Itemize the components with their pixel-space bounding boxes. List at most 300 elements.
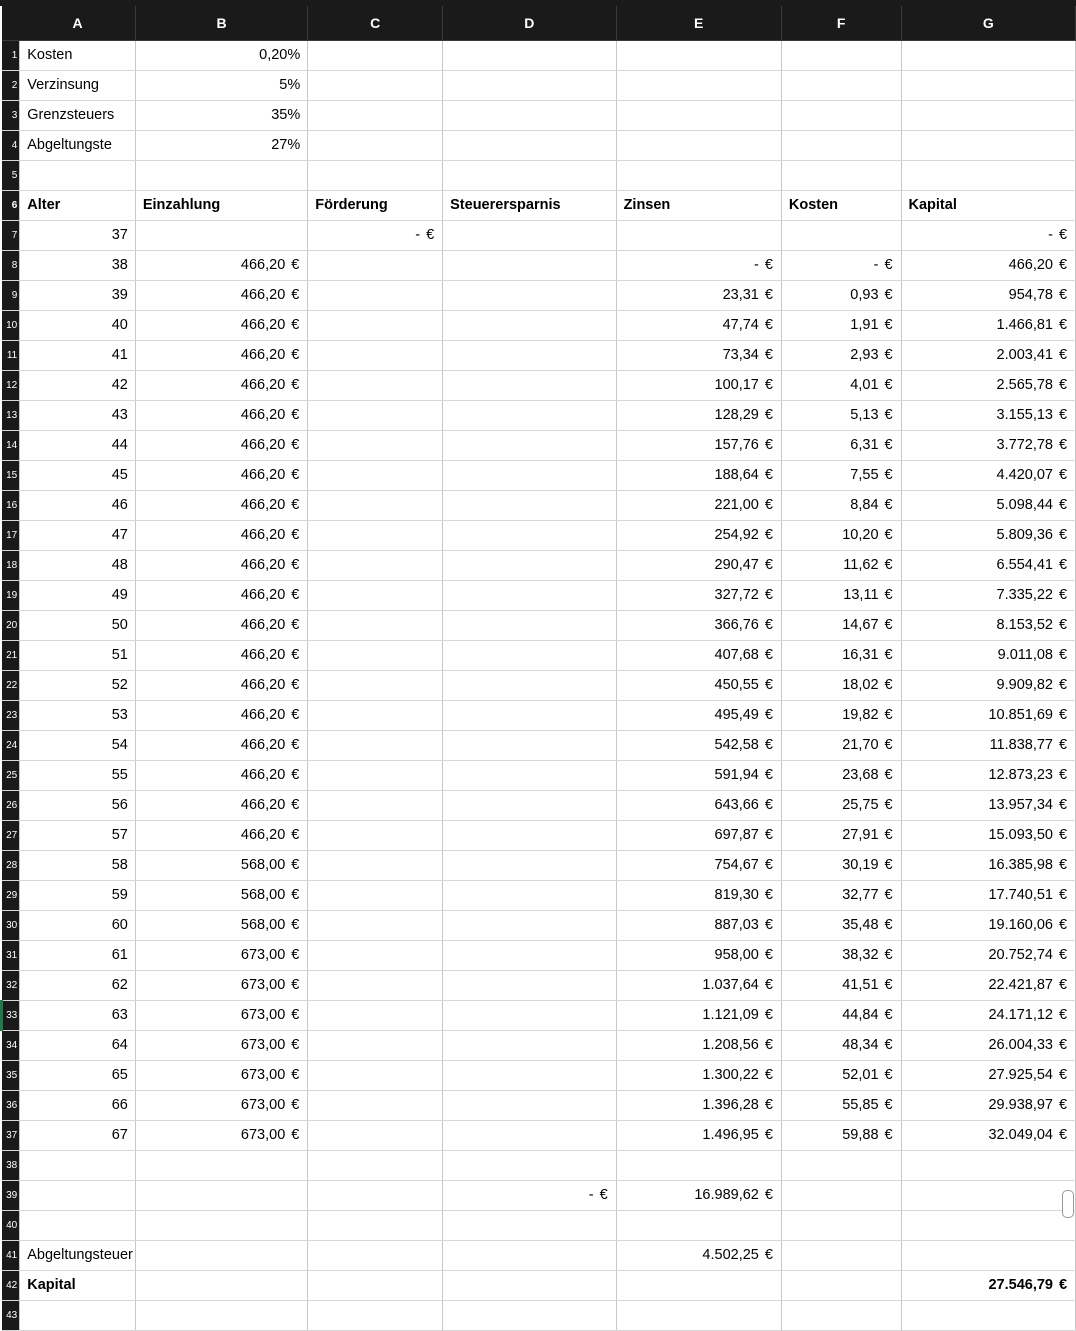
sheet-cell-b[interactable] [135, 1270, 307, 1300]
row-header[interactable]: 33 [2, 1000, 20, 1030]
sheet-cell-empty[interactable] [616, 1210, 781, 1240]
column-title-6[interactable] [901, 190, 1075, 220]
cell-kapital[interactable] [901, 790, 1075, 820]
sheet-cell-empty[interactable] [443, 1150, 616, 1180]
sheet-cell-f[interactable] [781, 100, 901, 130]
cell-alter[interactable] [20, 940, 136, 970]
row-header[interactable]: 23 [2, 700, 20, 730]
row-header[interactable]: 15 [2, 460, 20, 490]
cell-kapital[interactable] [901, 910, 1075, 940]
sheet-cell-empty[interactable] [901, 1210, 1075, 1240]
cell-kosten[interactable] [781, 670, 901, 700]
cell-einzahlung[interactable] [135, 850, 307, 880]
cell-alter[interactable] [20, 1030, 136, 1060]
cell-kapital[interactable] [901, 850, 1075, 880]
cell-alter[interactable] [20, 280, 136, 310]
cell-foerderung[interactable] [308, 1030, 443, 1060]
cell-foerderung[interactable] [308, 760, 443, 790]
cell-einzahlung[interactable] [135, 460, 307, 490]
cell-foerderung[interactable] [308, 340, 443, 370]
cell-zinsen[interactable] [616, 460, 781, 490]
cell-kapital[interactable] [901, 340, 1075, 370]
row-header[interactable]: 5 [2, 160, 20, 190]
sheet-cell-c[interactable] [308, 100, 443, 130]
cell-zinsen[interactable] [616, 910, 781, 940]
cell-foerderung[interactable] [308, 910, 443, 940]
cell-kosten[interactable] [781, 310, 901, 340]
cell-kosten[interactable] [781, 1000, 901, 1030]
row-header[interactable]: 6 [2, 190, 20, 220]
row-header[interactable]: 38 [2, 1150, 20, 1180]
cell-einzahlung[interactable] [135, 250, 307, 280]
row-header[interactable]: 4 [2, 130, 20, 160]
cell-kosten[interactable] [781, 550, 901, 580]
cell-foerderung[interactable] [308, 490, 443, 520]
sheet-cell-empty[interactable] [443, 1210, 616, 1240]
sheet-cell-empty[interactable] [135, 1150, 307, 1180]
cell-kosten[interactable] [781, 820, 901, 850]
cell-zinsen[interactable] [616, 520, 781, 550]
column-header-b[interactable]: B [135, 6, 307, 40]
sheet-cell-empty[interactable] [308, 160, 443, 190]
parameter-label[interactable] [20, 100, 136, 130]
cell-kosten[interactable] [781, 1120, 901, 1150]
cell-kapital[interactable] [901, 820, 1075, 850]
cell-kosten[interactable] [781, 1060, 901, 1090]
kapital-total-label[interactable] [20, 1270, 136, 1300]
cell-kosten[interactable] [781, 970, 901, 1000]
cell-steuerersparnis[interactable] [443, 1120, 616, 1150]
cell-kapital[interactable] [901, 370, 1075, 400]
row-header[interactable]: 18 [2, 550, 20, 580]
cell-steuerersparnis[interactable] [443, 220, 616, 250]
cell-foerderung[interactable] [308, 820, 443, 850]
cell-alter[interactable] [20, 1120, 136, 1150]
cell-zinsen[interactable] [616, 550, 781, 580]
cell-alter[interactable] [20, 820, 136, 850]
cell-einzahlung[interactable] [135, 1030, 307, 1060]
row-header[interactable]: 25 [2, 760, 20, 790]
cell-kosten[interactable] [781, 790, 901, 820]
cell-kapital[interactable] [901, 430, 1075, 460]
row-header[interactable]: 16 [2, 490, 20, 520]
cell-kapital[interactable] [901, 760, 1075, 790]
cell-kosten[interactable] [781, 520, 901, 550]
cell-alter[interactable] [20, 610, 136, 640]
column-header-a[interactable]: A [20, 6, 136, 40]
cell-alter[interactable] [20, 430, 136, 460]
cell-zinsen[interactable] [616, 340, 781, 370]
cell-alter[interactable] [20, 1060, 136, 1090]
parameter-value[interactable] [135, 100, 307, 130]
sheet-cell-empty[interactable] [135, 1210, 307, 1240]
cell-kosten[interactable] [781, 370, 901, 400]
row-header[interactable]: 17 [2, 520, 20, 550]
cell-einzahlung[interactable] [135, 520, 307, 550]
cell-steuerersparnis[interactable] [443, 340, 616, 370]
cell-kapital[interactable] [901, 700, 1075, 730]
row-header[interactable]: 2 [2, 70, 20, 100]
cell-alter[interactable] [20, 910, 136, 940]
cell-steuerersparnis[interactable] [443, 790, 616, 820]
vertical-scrollbar-thumb[interactable] [1062, 1190, 1074, 1218]
sheet-cell-empty[interactable] [781, 160, 901, 190]
cell-foerderung[interactable] [308, 790, 443, 820]
cell-einzahlung[interactable] [135, 760, 307, 790]
cell-einzahlung[interactable] [135, 610, 307, 640]
cell-zinsen[interactable] [616, 490, 781, 520]
cell-alter[interactable] [20, 670, 136, 700]
sheet-cell-f[interactable] [781, 40, 901, 70]
sheet-cell-empty[interactable] [616, 160, 781, 190]
cell-einzahlung[interactable] [135, 730, 307, 760]
cell-einzahlung[interactable] [135, 880, 307, 910]
cell-steuerersparnis[interactable] [443, 520, 616, 550]
cell-kosten[interactable] [781, 730, 901, 760]
row-header[interactable]: 10 [2, 310, 20, 340]
cell-alter[interactable] [20, 730, 136, 760]
cell-foerderung[interactable] [308, 310, 443, 340]
cell-kapital[interactable] [901, 460, 1075, 490]
column-title-3[interactable] [443, 190, 616, 220]
cell-foerderung[interactable] [308, 580, 443, 610]
cell-zinsen[interactable] [616, 880, 781, 910]
sheet-cell-f[interactable] [781, 1180, 901, 1210]
sheet-cell-empty[interactable] [20, 1210, 136, 1240]
sheet-cell-empty[interactable] [308, 1210, 443, 1240]
row-header[interactable]: 41 [2, 1240, 20, 1270]
column-header-e[interactable]: E [616, 6, 781, 40]
cell-einzahlung[interactable] [135, 910, 307, 940]
cell-alter[interactable] [20, 880, 136, 910]
row-header[interactable]: 37 [2, 1120, 20, 1150]
row-header[interactable]: 14 [2, 430, 20, 460]
cell-zinsen[interactable] [616, 1030, 781, 1060]
cell-alter[interactable] [20, 640, 136, 670]
cell-alter[interactable] [20, 490, 136, 520]
row-header[interactable]: 8 [2, 250, 20, 280]
cell-foerderung[interactable] [308, 520, 443, 550]
cell-kapital[interactable] [901, 490, 1075, 520]
sheet-cell-d[interactable] [443, 1270, 616, 1300]
row-header[interactable]: 43 [2, 1300, 20, 1330]
cell-foerderung[interactable] [308, 430, 443, 460]
cell-foerderung[interactable] [308, 1120, 443, 1150]
row-header[interactable]: 39 [2, 1180, 20, 1210]
cell-steuerersparnis[interactable] [443, 310, 616, 340]
grid-corner[interactable] [2, 6, 20, 40]
cell-steuerersparnis[interactable] [443, 580, 616, 610]
cell-alter[interactable] [20, 1000, 136, 1030]
sheet-cell-d[interactable] [443, 100, 616, 130]
row-header[interactable]: 1 [2, 40, 20, 70]
cell-kapital[interactable] [901, 520, 1075, 550]
cell-alter[interactable] [20, 700, 136, 730]
cell-einzahlung[interactable] [135, 1060, 307, 1090]
cell-foerderung[interactable] [308, 700, 443, 730]
cell-kapital[interactable] [901, 400, 1075, 430]
sheet-cell-f[interactable] [781, 130, 901, 160]
sheet-cell-g[interactable] [901, 70, 1075, 100]
cell-steuerersparnis[interactable] [443, 430, 616, 460]
cell-kapital[interactable] [901, 280, 1075, 310]
cell-foerderung[interactable] [308, 880, 443, 910]
cell-kapital[interactable] [901, 640, 1075, 670]
cell-kapital[interactable] [901, 1060, 1075, 1090]
cell-alter[interactable] [20, 580, 136, 610]
cell-alter[interactable] [20, 220, 136, 250]
cell-foerderung[interactable] [308, 850, 443, 880]
sheet-cell-b[interactable] [135, 1180, 307, 1210]
cell-steuerersparnis[interactable] [443, 970, 616, 1000]
sheet-cell-e[interactable] [616, 40, 781, 70]
sheet-cell-g[interactable] [901, 130, 1075, 160]
cell-einzahlung[interactable] [135, 970, 307, 1000]
row-header[interactable]: 30 [2, 910, 20, 940]
sheet-cell-empty[interactable] [616, 1300, 781, 1330]
sheet-cell-g[interactable] [901, 40, 1075, 70]
column-header-f[interactable]: F [781, 6, 901, 40]
cell-kapital[interactable] [901, 1120, 1075, 1150]
kapital-total-value[interactable] [901, 1270, 1075, 1300]
column-title-0[interactable] [20, 190, 136, 220]
total-zinsen[interactable] [616, 1180, 781, 1210]
sheet-cell-empty[interactable] [901, 1300, 1075, 1330]
cell-kapital[interactable] [901, 730, 1075, 760]
cell-foerderung[interactable] [308, 670, 443, 700]
cell-einzahlung[interactable] [135, 1000, 307, 1030]
sheet-cell-f[interactable] [781, 1240, 901, 1270]
cell-einzahlung[interactable] [135, 220, 307, 250]
cell-kosten[interactable] [781, 1030, 901, 1060]
cell-zinsen[interactable] [616, 430, 781, 460]
cell-kosten[interactable] [781, 910, 901, 940]
sheet-cell-c[interactable] [308, 130, 443, 160]
cell-kosten[interactable] [781, 940, 901, 970]
cell-steuerersparnis[interactable] [443, 760, 616, 790]
cell-einzahlung[interactable] [135, 310, 307, 340]
sheet-cell-g[interactable] [901, 100, 1075, 130]
column-header-d[interactable]: D [443, 6, 616, 40]
row-header[interactable]: 32 [2, 970, 20, 1000]
cell-foerderung[interactable] [308, 640, 443, 670]
cell-zinsen[interactable] [616, 730, 781, 760]
parameter-label[interactable] [20, 130, 136, 160]
total-steuerersparnis[interactable] [443, 1180, 616, 1210]
cell-kapital[interactable] [901, 940, 1075, 970]
cell-foerderung[interactable] [308, 280, 443, 310]
cell-alter[interactable] [20, 550, 136, 580]
cell-einzahlung[interactable] [135, 430, 307, 460]
cell-kosten[interactable] [781, 430, 901, 460]
column-header-c[interactable]: C [308, 6, 443, 40]
parameter-value[interactable] [135, 70, 307, 100]
cell-steuerersparnis[interactable] [443, 910, 616, 940]
sheet-cell-empty[interactable] [135, 160, 307, 190]
abgeltungsteuer-label[interactable] [20, 1240, 136, 1270]
sheet-cell-empty[interactable] [781, 1150, 901, 1180]
cell-zinsen[interactable] [616, 940, 781, 970]
sheet-cell-empty[interactable] [443, 1300, 616, 1330]
sheet-cell-c[interactable] [308, 1180, 443, 1210]
row-header[interactable]: 36 [2, 1090, 20, 1120]
sheet-cell-e[interactable] [616, 100, 781, 130]
cell-kapital[interactable] [901, 550, 1075, 580]
cell-zinsen[interactable] [616, 610, 781, 640]
cell-einzahlung[interactable] [135, 790, 307, 820]
row-header[interactable]: 35 [2, 1060, 20, 1090]
cell-steuerersparnis[interactable] [443, 1000, 616, 1030]
cell-kapital[interactable] [901, 970, 1075, 1000]
cell-kosten[interactable] [781, 1090, 901, 1120]
cell-kapital[interactable] [901, 1000, 1075, 1030]
cell-kapital[interactable] [901, 220, 1075, 250]
cell-steuerersparnis[interactable] [443, 820, 616, 850]
cell-steuerersparnis[interactable] [443, 730, 616, 760]
cell-foerderung[interactable] [308, 400, 443, 430]
cell-zinsen[interactable] [616, 700, 781, 730]
cell-alter[interactable] [20, 760, 136, 790]
cell-zinsen[interactable] [616, 370, 781, 400]
cell-foerderung[interactable] [308, 610, 443, 640]
row-header[interactable]: 31 [2, 940, 20, 970]
row-header[interactable]: 7 [2, 220, 20, 250]
sheet-cell-g[interactable] [901, 1240, 1075, 1270]
cell-kosten[interactable] [781, 580, 901, 610]
sheet-cell-empty[interactable] [308, 1300, 443, 1330]
row-header[interactable]: 27 [2, 820, 20, 850]
row-header[interactable]: 26 [2, 790, 20, 820]
cell-kosten[interactable] [781, 250, 901, 280]
cell-zinsen[interactable] [616, 220, 781, 250]
cell-zinsen[interactable] [616, 280, 781, 310]
cell-alter[interactable] [20, 310, 136, 340]
sheet-cell-b[interactable] [135, 1240, 307, 1270]
row-header[interactable]: 40 [2, 1210, 20, 1240]
cell-foerderung[interactable] [308, 1060, 443, 1090]
sheet-cell-empty[interactable] [781, 1300, 901, 1330]
cell-alter[interactable] [20, 520, 136, 550]
cell-steuerersparnis[interactable] [443, 490, 616, 520]
cell-einzahlung[interactable] [135, 400, 307, 430]
cell-kapital[interactable] [901, 250, 1075, 280]
row-header[interactable]: 28 [2, 850, 20, 880]
cell-foerderung[interactable] [308, 550, 443, 580]
abgeltungsteuer-value[interactable] [616, 1240, 781, 1270]
cell-alter[interactable] [20, 1090, 136, 1120]
cell-kosten[interactable] [781, 490, 901, 520]
cell-zinsen[interactable] [616, 670, 781, 700]
cell-zinsen[interactable] [616, 1090, 781, 1120]
cell-foerderung[interactable] [308, 1000, 443, 1030]
cell-steuerersparnis[interactable] [443, 610, 616, 640]
sheet-cell-empty[interactable] [616, 1150, 781, 1180]
cell-steuerersparnis[interactable] [443, 640, 616, 670]
cell-kapital[interactable] [901, 1030, 1075, 1060]
sheet-cell-empty[interactable] [901, 160, 1075, 190]
cell-alter[interactable] [20, 250, 136, 280]
cell-einzahlung[interactable] [135, 580, 307, 610]
sheet-cell-a[interactable] [20, 1180, 136, 1210]
sheet-cell-e[interactable] [616, 1270, 781, 1300]
cell-alter[interactable] [20, 460, 136, 490]
row-header[interactable]: 29 [2, 880, 20, 910]
sheet-cell-c[interactable] [308, 70, 443, 100]
sheet-cell-d[interactable] [443, 1240, 616, 1270]
row-header[interactable]: 42 [2, 1270, 20, 1300]
cell-einzahlung[interactable] [135, 940, 307, 970]
cell-zinsen[interactable] [616, 850, 781, 880]
cell-einzahlung[interactable] [135, 670, 307, 700]
cell-foerderung[interactable] [308, 220, 443, 250]
sheet-cell-f[interactable] [781, 70, 901, 100]
cell-alter[interactable] [20, 400, 136, 430]
cell-kosten[interactable] [781, 760, 901, 790]
cell-steuerersparnis[interactable] [443, 370, 616, 400]
cell-foerderung[interactable] [308, 1090, 443, 1120]
cell-zinsen[interactable] [616, 580, 781, 610]
cell-steuerersparnis[interactable] [443, 550, 616, 580]
sheet-cell-d[interactable] [443, 130, 616, 160]
sheet-cell-empty[interactable] [135, 1300, 307, 1330]
cell-steuerersparnis[interactable] [443, 940, 616, 970]
column-title-4[interactable] [616, 190, 781, 220]
cell-kapital[interactable] [901, 880, 1075, 910]
cell-alter[interactable] [20, 340, 136, 370]
sheet-cell-empty[interactable] [443, 160, 616, 190]
row-header[interactable]: 11 [2, 340, 20, 370]
column-title-2[interactable] [308, 190, 443, 220]
cell-zinsen[interactable] [616, 640, 781, 670]
sheet-cell-c[interactable] [308, 1270, 443, 1300]
sheet-cell-d[interactable] [443, 40, 616, 70]
cell-zinsen[interactable] [616, 400, 781, 430]
cell-foerderung[interactable] [308, 460, 443, 490]
sheet-cell-empty[interactable] [20, 1150, 136, 1180]
cell-einzahlung[interactable] [135, 280, 307, 310]
cell-einzahlung[interactable] [135, 370, 307, 400]
cell-kapital[interactable] [901, 1090, 1075, 1120]
sheet-cell-d[interactable] [443, 70, 616, 100]
cell-zinsen[interactable] [616, 250, 781, 280]
cell-steuerersparnis[interactable] [443, 850, 616, 880]
cell-kosten[interactable] [781, 280, 901, 310]
column-header-g[interactable]: G [901, 6, 1075, 40]
parameter-label[interactable] [20, 40, 136, 70]
row-header[interactable]: 22 [2, 670, 20, 700]
cell-kapital[interactable] [901, 580, 1075, 610]
row-header[interactable]: 9 [2, 280, 20, 310]
cell-alter[interactable] [20, 370, 136, 400]
cell-einzahlung[interactable] [135, 490, 307, 520]
cell-steuerersparnis[interactable] [443, 880, 616, 910]
sheet-cell-empty[interactable] [20, 160, 136, 190]
parameter-value[interactable] [135, 130, 307, 160]
cell-steuerersparnis[interactable] [443, 1090, 616, 1120]
row-header[interactable]: 21 [2, 640, 20, 670]
row-header[interactable]: 20 [2, 610, 20, 640]
row-header[interactable]: 12 [2, 370, 20, 400]
cell-steuerersparnis[interactable] [443, 460, 616, 490]
cell-einzahlung[interactable] [135, 340, 307, 370]
cell-zinsen[interactable] [616, 1060, 781, 1090]
cell-einzahlung[interactable] [135, 820, 307, 850]
cell-zinsen[interactable] [616, 760, 781, 790]
cell-steuerersparnis[interactable] [443, 1030, 616, 1060]
sheet-cell-empty[interactable] [20, 1300, 136, 1330]
sheet-cell-c[interactable] [308, 40, 443, 70]
cell-zinsen[interactable] [616, 1000, 781, 1030]
